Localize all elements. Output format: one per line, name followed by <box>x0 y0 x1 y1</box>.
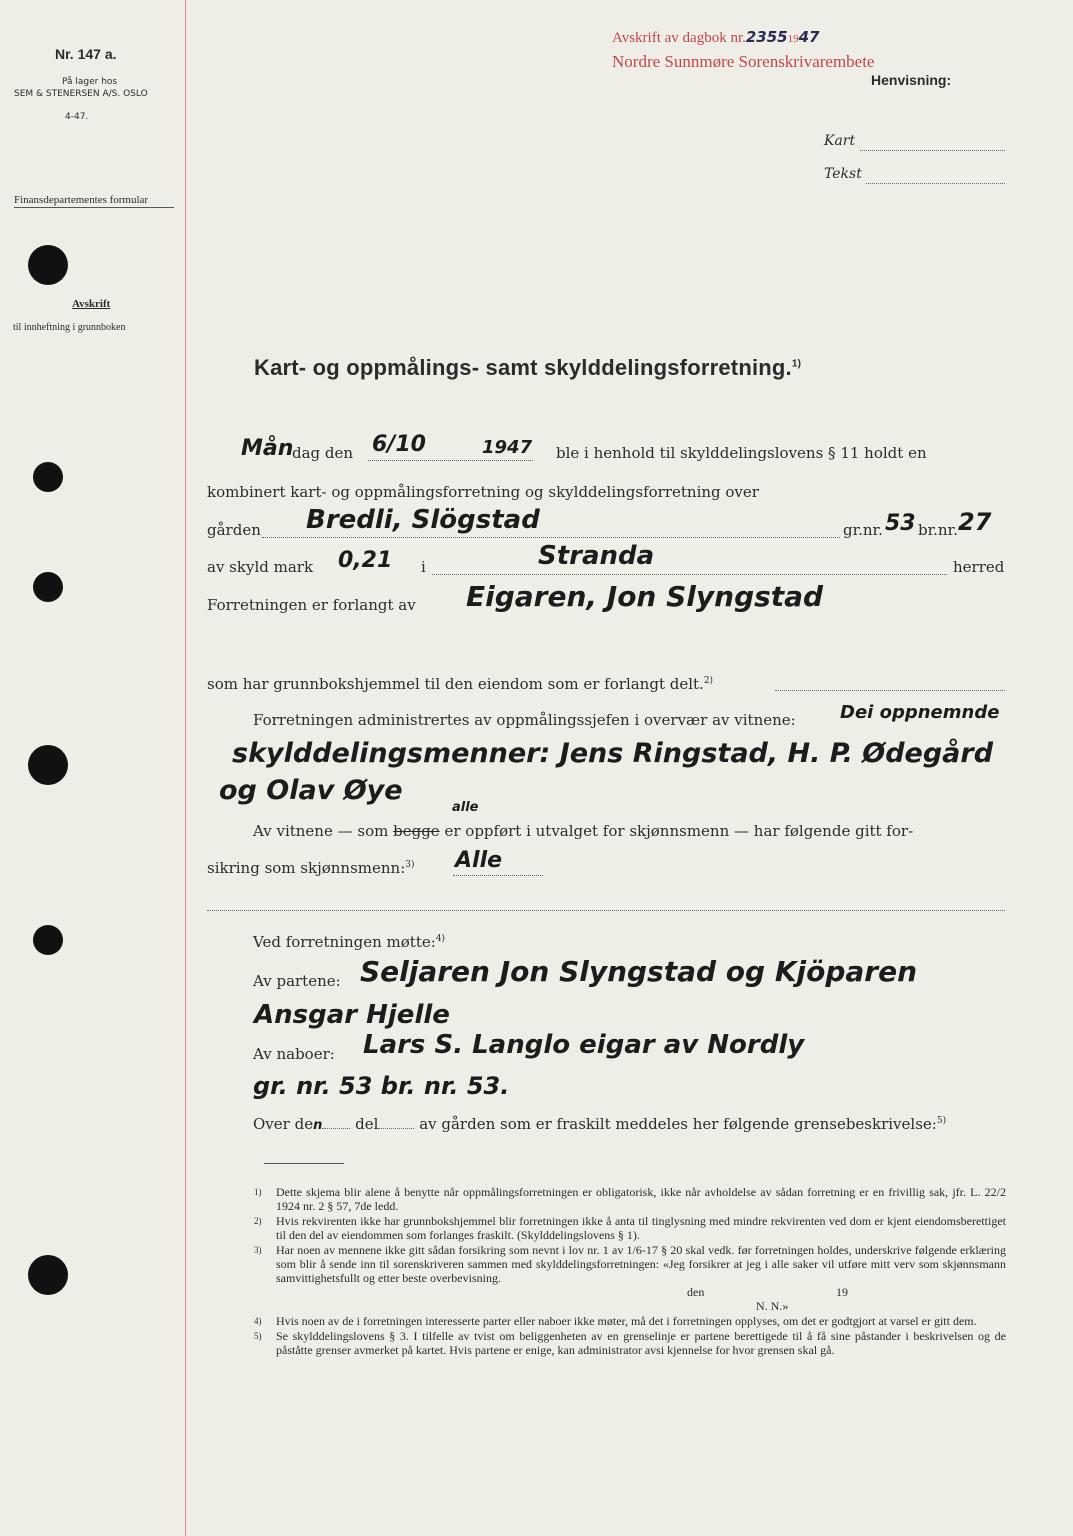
footnote-2: 2) Hvis rekvirenten ikke har grunnbokshjemmel blir forretningen ikke å anta til tinglysning med mindre rekvirenten ved dom er kjent eiendomsberettiget til den del av eiendommen som forlanges fraskilt. (Skylddelingslovens § 1). <box>254 1214 1006 1242</box>
i-label: i <box>421 558 426 576</box>
date-code: 4-47. <box>65 112 89 122</box>
herred-field <box>432 574 947 575</box>
kart-label: Kart <box>824 133 856 149</box>
punch-hole <box>28 745 68 785</box>
partene-line1: Seljaren Jon Slyngstad og Kjöparen <box>360 955 918 988</box>
publisher-line2: SEM & STENERSEN A/S. OSLO <box>14 89 148 99</box>
department-label: Finansdepartementes formular <box>14 194 149 206</box>
brnr-label: br.nr. <box>918 521 958 539</box>
hjemmel-field <box>775 690 1005 691</box>
grnr-label: gr.nr. <box>843 521 883 539</box>
farm-label: gården <box>207 521 261 539</box>
document-title: Kart- og oppmålings- samt skylddelingsforretning.$^{1)}$ <box>254 355 802 380</box>
year-value: 1947 <box>482 437 533 458</box>
partene-line2: Ansgar Hjelle <box>254 1000 450 1030</box>
day-hand: Mån <box>241 436 294 461</box>
partene-label: Av partene: <box>253 972 341 990</box>
footnotes <box>254 1185 1006 1357</box>
farm-value: Bredli, Slögstad <box>306 505 540 535</box>
punch-hole <box>28 1255 68 1295</box>
witness-line1: Dei oppnemnde <box>840 702 1000 723</box>
stamp-line2: Nordre Sunnmøre Sorenskrivarembete <box>612 52 875 71</box>
day-print: dag den <box>292 444 354 462</box>
footnote-3: 3) Har noen av mennene ikke gitt sådan forsikring som nevnt i lov nr. 1 av 1/6-17 § 20 skal vedk. før forretningen holdes, underskrive følgende erklæring som blir å sende inn til sorenskriveren sammen med skylddelingsforretningen: «Jeg forsikrer at jeg i alle saker vil utføre mitt verv som skjønnsmann samvittighetsfullt og etter beste overbevisning. <box>254 1243 1006 1285</box>
copy-title: Avskrift <box>72 298 111 310</box>
footnote-4: 4) Hvis noen av de i forretningen interesserte parter eller naboer ikke møter, må det i forretningen opplyses, om det er godtgjort at varsel er gitt dem. <box>254 1314 977 1328</box>
line1-rest: ble i henhold til skylddelingslovens § 11 holdt en <box>556 444 927 462</box>
copy-subtitle: til innheftning i grunnboken <box>13 322 126 333</box>
skyld-value: 0,21 <box>338 548 393 573</box>
dagbok-number: 2355 <box>745 28 788 46</box>
hjemmel-text: som har grunnbokshjemmel til den eiendom som er forlangt delt.$^{2)}$ <box>207 675 714 693</box>
punch-hole <box>33 462 63 492</box>
admin-text: Forretningen administrertes av oppmålingssjefen i overvær av vitnene: <box>253 711 796 729</box>
witness-line2: skylddelingsmenner: Jens Ringstad, H. P. Ødegård <box>232 738 994 769</box>
grnr-value: 53 <box>885 511 916 536</box>
forsikring-field <box>453 875 543 876</box>
farm-field <box>262 537 840 538</box>
date-field <box>368 460 533 461</box>
over-line: Over den del av gården som er fraskilt meddeles her følgende grensebeskrivelse:$^{5)}$ <box>253 1115 947 1133</box>
divider <box>14 207 174 208</box>
reference-heading: Henvisning: <box>871 72 952 88</box>
margin-rule <box>185 0 186 1536</box>
date-value: 6/10 <box>372 432 426 457</box>
punch-hole <box>33 925 63 955</box>
footnote-3-signature: N. N.» <box>756 1299 789 1313</box>
punch-hole <box>33 572 63 602</box>
requested-label: Forretningen er forlangt av <box>207 596 416 614</box>
stamp-line1: Avskrift av dagbok nr.23551947 <box>612 28 820 46</box>
brnr-value: 27 <box>958 508 992 536</box>
requested-value: Eigaren, Jon Slyngstad <box>466 580 824 613</box>
tekst-label: Tekst <box>824 166 862 182</box>
punch-hole <box>28 245 68 285</box>
naboer-line2: gr. nr. 53 br. nr. 53. <box>253 1072 510 1100</box>
naboer-label: Av naboer: <box>253 1045 335 1063</box>
vitnene-line: Av vitnene — som begge er oppført i utvalget for skjønnsmenn — har følgende gitt for- <box>253 822 914 840</box>
witness-line3: og Olav Øye <box>219 775 403 806</box>
kart-field <box>860 150 1005 151</box>
footnote-1: 1) Dette skjema blir alene å benytte når oppmålingsforretningen er obligatorisk, ikke når avholdelse av sådan forretning er en frivillig sak, jfr. L. 22/2 1924 nr. 2 § 57, 7de ledd. <box>254 1185 1006 1213</box>
form-number: Nr. 147 a. <box>55 46 117 62</box>
footnote-5: 5) Se skylddelingslovens § 3. I tilfelle av tvist om beliggenheten av en grenselinje er partene berettigede til å få sine påstander i beskrivelsen og de påståtte grenser avmerket på kartet. Hvis partene er enige, kan administrator avsi kjennelse for hvor grensen skal gå. <box>254 1329 1006 1357</box>
witness-alle: alle <box>452 800 479 815</box>
footnote-3-tail: den 19 <box>687 1285 848 1299</box>
footnote-rule <box>264 1163 344 1164</box>
skyld-label: av skyld mark <box>207 558 314 576</box>
herred-label: herred <box>953 558 1005 576</box>
motte-label: Ved forretningen møtte:$^{4)}$ <box>253 933 446 951</box>
herred-value: Stranda <box>538 541 655 571</box>
publisher-line1: På lager hos <box>62 77 118 87</box>
tekst-field <box>866 183 1005 184</box>
forsikring-label: sikring som skjønnsmenn:$^{3)}$ <box>207 859 415 877</box>
naboer-line1: Lars S. Langlo eigar av Nordly <box>363 1030 805 1060</box>
forsikring-value: Alle <box>455 848 503 873</box>
line2: kombinert kart- og oppmålingsforretning og skylddelingsforretning over <box>207 483 759 501</box>
blank-field <box>207 910 1005 911</box>
